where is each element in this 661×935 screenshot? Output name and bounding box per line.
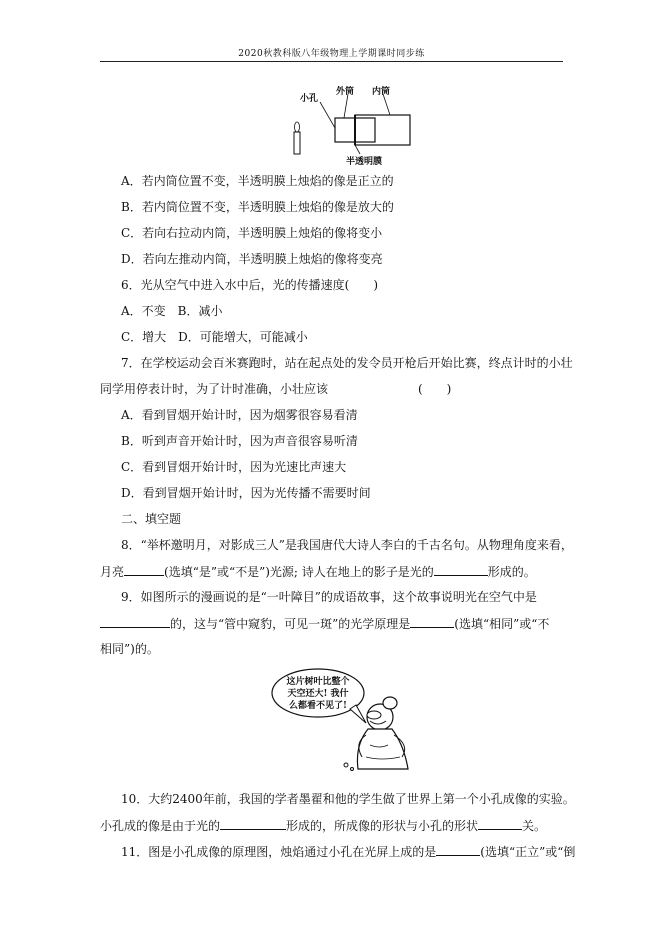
q6-options-row1: A．不变 B．减小 (121, 304, 223, 318)
cartoon-speech-text (282, 676, 354, 712)
label-inner-tube: 内筒 (372, 87, 391, 97)
character-robe (357, 729, 408, 769)
q8-text-b: (选填“是”或“不是”)光源; 诗人在地上的影子是光的 (164, 565, 434, 579)
speech-line-1: 这片树叶比整个 (286, 677, 350, 687)
q8-blank-2[interactable] (434, 563, 488, 576)
q9-line1: 9．如图所示的漫画说的是“一叶障目”的成语故事，这个故事说明光在空气中是 (121, 590, 537, 604)
q5-option-c: C．若向右拉动内筒，半透明膜上烛焰的像将变小 (121, 226, 383, 240)
q7-option-a: A．看到冒烟开始计时，因为烟雾很容易看清 (121, 408, 358, 422)
q10-text-b: 形成的，所成像的形状与小孔的形状 (286, 819, 479, 833)
page-header: 2020秋教科版八年级物理上学期课时同步练 (238, 49, 425, 59)
q10-text-a: 小孔成的像是由于光的 (100, 819, 221, 833)
q6-options-row2: C．增大 D．可能增大，可能减小 (121, 330, 308, 344)
leaf (367, 711, 381, 719)
q5-option-a: A．若内筒位置不变，半透明膜上烛焰的像是正立的 (121, 174, 394, 188)
q10-text-c: 关。 (522, 819, 547, 833)
q10-line1: 10．大约2400年前，我国的学者墨翟和他的学生做了世界上第一个小孔成像的实验。 (121, 792, 575, 806)
q11-line1 (121, 843, 591, 860)
q8-text-a: 月亮 (100, 565, 125, 579)
q7-stem-line2 (100, 381, 570, 397)
q7-option-d: D．看到冒烟开始计时，因为光传播不需要时间 (121, 486, 371, 500)
q9-text-a: 的，这与“管中窥豹，可见一斑”的光学原理是 (170, 617, 411, 631)
q7-option-c: C．看到冒烟开始计时，因为光速比声速大 (121, 460, 347, 474)
label-membrane: 半透明膜 (346, 157, 383, 167)
q6-stem: 6．光从空气中进入水中后，光的传播速度( ) (121, 278, 378, 292)
q7-stem-line1: 7．在学校运动会百米赛跑时，站在起点处的发令员开枪后开始比赛，终点计时的小壮 (121, 356, 573, 370)
candle-flame (295, 122, 300, 132)
speech-line-3: 么都看不见了! (289, 701, 347, 711)
q7-option-b: B．听到声音开始计时，因为声音很容易听清 (121, 434, 358, 448)
q5-option-b: B．若内筒位置不变，半透明膜上烛焰的像是放大的 (121, 200, 394, 214)
q9-line2 (100, 615, 570, 632)
q11-text-a: 11．图是小孔成像的原理图，烛焰通过小孔在光屏上成的是 (121, 845, 437, 859)
label-outer-tube: 外筒 (336, 87, 355, 97)
label-pinhole: 小孔 (300, 94, 319, 104)
header-rule (100, 61, 563, 62)
q8-blank-1[interactable] (124, 563, 164, 576)
q7-answer-paren: ( ) (418, 382, 452, 396)
q5-option-d: D．若向左推动内筒，半透明膜上烛焰的像将变亮 (121, 252, 383, 266)
candle (294, 132, 300, 154)
q10-line2 (100, 817, 570, 834)
q10-blank-2[interactable] (478, 817, 522, 830)
q11-text-b: (选填“正立”或“倒 (480, 845, 576, 859)
q8-line2 (100, 563, 570, 580)
q9-blank-1[interactable] (100, 615, 170, 628)
q9-line3: 相同”)的。 (100, 642, 159, 656)
speech-line-2: 天空还大! 我什 (287, 689, 349, 699)
q8-line1: 8．“举杯邀明月，对影成三人”是我国唐代大诗人李白的千古名句。从物理角度来看， (121, 538, 573, 552)
q9-text-b: (选填“相同”或“不 (454, 617, 550, 631)
inner-tube (355, 115, 410, 145)
q10-blank-1[interactable] (220, 817, 286, 830)
q11-blank-1[interactable] (436, 843, 480, 856)
q8-text-c: 形成的。 (487, 565, 536, 579)
q9-blank-2[interactable] (410, 615, 454, 628)
section-title: 二、填空题 (121, 512, 182, 526)
q7-stem-text: 同学用停表计时，为了计时准确，小壮应该 (100, 382, 329, 396)
